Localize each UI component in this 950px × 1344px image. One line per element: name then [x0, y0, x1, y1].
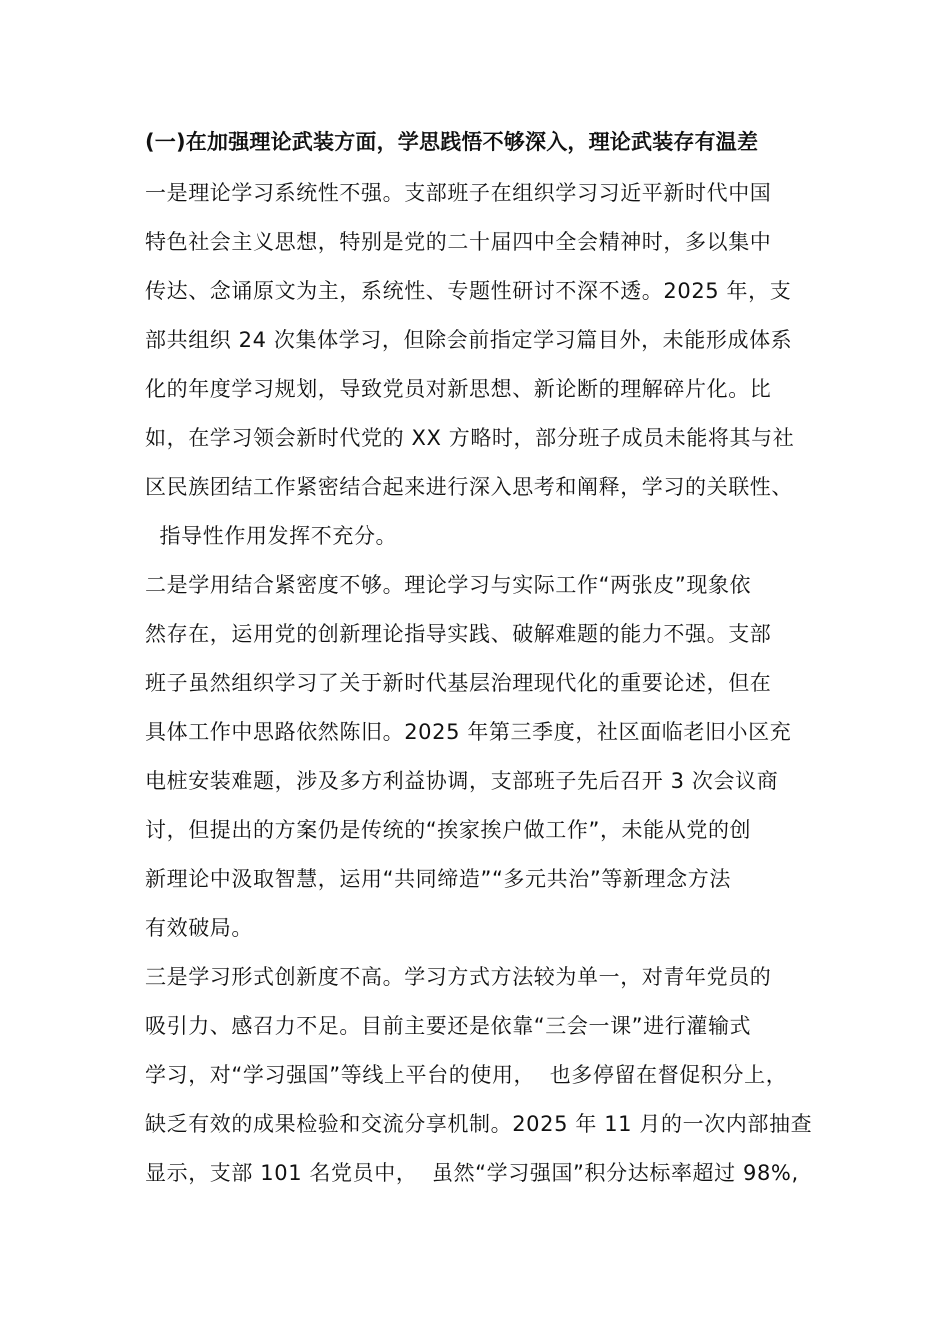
body-line: 一是理论学习系统性不强。支部班子在组织学习习近平新时代中国	[145, 181, 772, 205]
body-line: 特色社会主义思想，特别是党的二十届四中全会精神时，多以集中	[145, 230, 772, 254]
body-line: 区民族团结工作紧密结合起来进行深入思考和阐释，学习的关联性、	[145, 475, 793, 499]
body-line: 化的年度学习规划，导致党员对新思想、新论断的理解碎片化。比	[145, 377, 772, 401]
body-line: 二是学用结合紧密度不够。理论学习与实际工作“两张皮”现象依	[145, 573, 752, 597]
body-line: 三是学习形式创新度不高。学习方式方法较为单一，对青年党员的	[145, 965, 772, 989]
body-line: 指导性作用发挥不充分。	[145, 524, 398, 548]
body-line: 讨，但提出的方案仍是传统的“挨家挨户做工作”，未能从党的创	[145, 818, 752, 842]
section-heading: (一)在加强理论武装方面，学思践悟不够深入，理论武装存有温差	[145, 130, 759, 154]
body-line: 学习，对“学习强国”等线上平台的使用， 也多停留在督促积分上，	[145, 1063, 788, 1087]
body-line: 显示，支部 101 名党员中， 虽然“学习强国”积分达标率超过 98%,	[145, 1161, 799, 1185]
body-line: 部共组织 24 次集体学习，但除会前指定学习篇目外，未能形成体系	[145, 328, 793, 352]
body-line: 具体工作中思路依然陈旧。2025 年第三季度，社区面临老旧小区充	[145, 720, 792, 744]
body-line: 传达、念诵原文为主，系统性、专题性研讨不深不透。2025 年，支	[145, 279, 792, 303]
body-line: 然存在，运用党的创新理论指导实践、破解难题的能力不强。支部	[145, 622, 772, 646]
document-body	[145, 122, 820, 1198]
body-line: 班子虽然组织学习了关于新时代基层治理现代化的重要论述，但在	[145, 671, 772, 695]
body-line: 新理论中汲取智慧，运用“共同缔造”“多元共治”等新理念方法	[145, 867, 731, 891]
body-line: 电桩安装难题，涉及多方利益协调，支部班子先后召开 3 次会议商	[145, 769, 779, 793]
body-line: 有效破局。	[145, 916, 253, 940]
body-line: 如，在学习领会新时代党的 XX 方略时，部分班子成员未能将其与社	[145, 426, 795, 450]
body-line: 吸引力、感召力不足。目前主要还是依靠“三会一课”进行灌输式	[145, 1014, 752, 1038]
body-line: 缺乏有效的成果检验和交流分享机制。2025 年 11 月的一次内部抽查	[145, 1112, 813, 1136]
